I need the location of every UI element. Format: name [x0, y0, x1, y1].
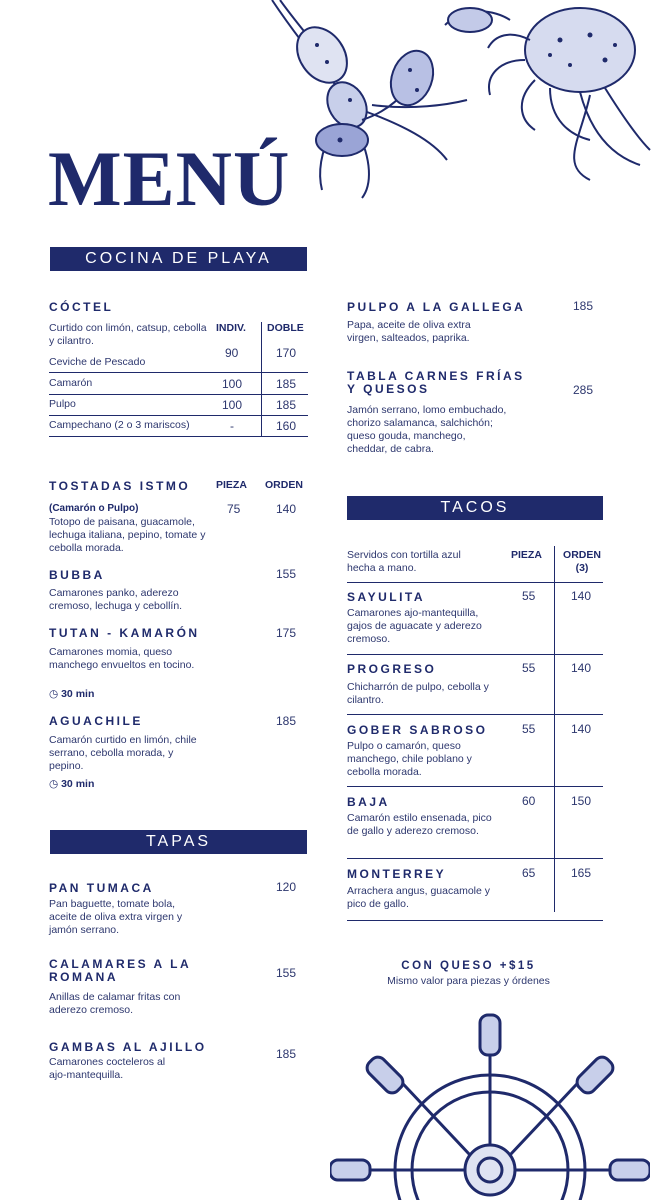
tostadas-heading: TOSTADAS ISTMO — [49, 479, 191, 493]
tacos-col-pieza: PIEZA — [511, 549, 542, 561]
taco-pieza: 55 — [522, 589, 536, 603]
taco-orden: 140 — [571, 661, 592, 675]
tabla-desc: Jamón serrano, lomo embuchado, chorizo salamanca, salchichón; queso gouda, manchego, cheddar, de cabra. — [347, 404, 507, 455]
tapa-name: GAMBAS AL AJILLO — [49, 1040, 207, 1054]
coctel-row-name: Pulpo — [49, 398, 76, 410]
taco-name: MONTERREY — [347, 867, 447, 881]
taco-orden: 165 — [571, 866, 592, 880]
coctel-row-doble: 160 — [276, 419, 297, 433]
tutan-time-label: 30 min — [61, 688, 95, 700]
taco-name: SAYULITA — [347, 590, 426, 604]
coctel-col-doble: DOBLE — [267, 322, 304, 334]
divider — [49, 436, 308, 437]
tostadas-pieza: 75 — [227, 502, 241, 516]
coctel-divider — [261, 322, 262, 436]
taco-pieza: 55 — [522, 661, 536, 675]
coctel-col-indiv: INDIV. — [216, 322, 246, 334]
con-queso-note: Mismo valor para piezas y órdenes — [387, 975, 550, 987]
clock-icon: ◷ — [49, 778, 59, 790]
bubba-price: 155 — [276, 567, 297, 581]
taco-name: GOBER SABROSO — [347, 723, 488, 737]
taco-orden: 140 — [571, 722, 592, 736]
aguachile-name: AGUACHILE — [49, 714, 143, 728]
divider — [347, 654, 603, 655]
tapa-desc: Anillas de calamar fritas con aderezo cremoso. — [49, 991, 181, 1016]
ship-wheel-illustration — [330, 1010, 650, 1200]
taco-orden: 140 — [571, 589, 592, 603]
coctel-row-doble: 170 — [276, 346, 297, 360]
tostadas-orden: 140 — [276, 502, 297, 516]
tapa-name: PAN TUMACA — [49, 881, 154, 895]
taco-pieza: 55 — [522, 722, 536, 736]
tapa-name: CALAMARES A LA ROMANA — [49, 957, 191, 984]
coctel-heading: CÓCTEL — [49, 300, 114, 314]
taco-pieza: 60 — [522, 794, 536, 808]
tacos-intro: Servidos con tortilla azul hecha a mano. — [347, 549, 461, 574]
tostadas-col-orden: ORDEN — [265, 479, 303, 491]
taco-desc: Camarón estilo ensenada, pico de gallo y aderezo cremoso. — [347, 812, 492, 837]
taco-desc: Pulpo o camarón, queso manchego, chile poblano y cebolla morada. — [347, 740, 472, 778]
tacos-col-orden: ORDEN (3) — [563, 549, 601, 574]
taco-orden: 150 — [571, 794, 592, 808]
tutan-price: 175 — [276, 626, 297, 640]
tabla-price: 285 — [573, 383, 594, 397]
coctel-row-indiv: - — [230, 419, 234, 433]
aguachile-price: 185 — [276, 714, 297, 728]
coctel-row-doble: 185 — [276, 377, 297, 391]
coctel-row-name: Camarón — [49, 377, 93, 389]
divider — [49, 394, 308, 395]
coctel-row-name: Ceviche de Pescado — [49, 356, 146, 368]
pulpo-gallega-name: PULPO A LA GALLEGA — [347, 300, 526, 314]
coctel-row-indiv: 90 — [225, 346, 239, 360]
tapa-price: 155 — [276, 966, 297, 980]
divider — [347, 582, 603, 583]
taco-pieza: 65 — [522, 866, 536, 880]
aguachile-time-label: 30 min — [61, 778, 95, 790]
divider — [347, 858, 603, 859]
tapa-desc: Pan baguette, tomate bola, aceite de oliva extra virgen y jamón serrano. — [49, 898, 183, 936]
tutan-desc: Camarones momia, queso manchego envueltos en tocino. — [49, 646, 195, 671]
taco-name: BAJA — [347, 795, 390, 809]
taco-desc: Chicharrón de pulpo, cebolla y cilantro. — [347, 681, 489, 706]
aguachile-desc: Camarón curtido en limón, chile serrano, cebolla morada, y pepino. — [49, 734, 197, 772]
taco-name: PROGRESO — [347, 662, 437, 676]
bubba-name: BUBBA — [49, 568, 105, 582]
tabla-name: TABLA CARNES FRÍAS Y QUESOS — [347, 369, 525, 396]
con-queso-title: CON QUESO +$15 — [401, 960, 536, 972]
tapa-price: 120 — [276, 880, 297, 894]
divider — [49, 372, 308, 373]
divider — [347, 786, 603, 787]
tapas-banner: TAPAS — [50, 830, 307, 854]
divider — [347, 714, 603, 715]
cocina-banner: COCINA DE PLAYA — [50, 247, 307, 271]
menu-title: MENÚ — [48, 135, 291, 222]
tostadas-subtitle: (Camarón o Pulpo) — [49, 503, 139, 514]
pulpo-gallega-desc: Papa, aceite de oliva extra virgen, salteados, paprika. — [347, 319, 471, 344]
tostadas-col-pieza: PIEZA — [216, 479, 247, 491]
bubba-desc: Camarones panko, aderezo cremoso, lechuga y cebollín. — [49, 587, 183, 612]
coctel-row-indiv: 100 — [222, 398, 243, 412]
coctel-desc: Curtido con limón, catsup, cebolla y cilantro. — [49, 322, 207, 347]
divider — [49, 415, 308, 416]
aguachile-time — [49, 778, 94, 790]
tacos-banner: TACOS — [347, 496, 603, 520]
tostadas-desc: Totopo de paisana, guacamole, lechuga italiana, pepino, tomate y cebolla morada. — [49, 516, 206, 554]
coctel-row-name: Campechano (2 o 3 mariscos) — [49, 419, 190, 431]
pulpo-gallega-price: 185 — [573, 299, 594, 313]
taco-desc: Arrachera angus, guacamole y pico de gallo. — [347, 885, 490, 910]
tutan-time — [49, 688, 94, 700]
coctel-row-indiv: 100 — [222, 377, 243, 391]
tapa-price: 185 — [276, 1047, 297, 1061]
tapa-desc: Camarones cocteleros al ajo-mantequilla. — [49, 1056, 166, 1081]
clock-icon: ◷ — [49, 688, 59, 700]
taco-desc: Camarones ajo-mantequilla, gajos de aguacate y aderezo cremoso. — [347, 607, 482, 645]
coctel-row-doble: 185 — [276, 398, 297, 412]
divider — [347, 920, 603, 921]
tutan-name: TUTAN - KAMARÓN — [49, 626, 200, 640]
crab-illustration — [440, 0, 653, 190]
